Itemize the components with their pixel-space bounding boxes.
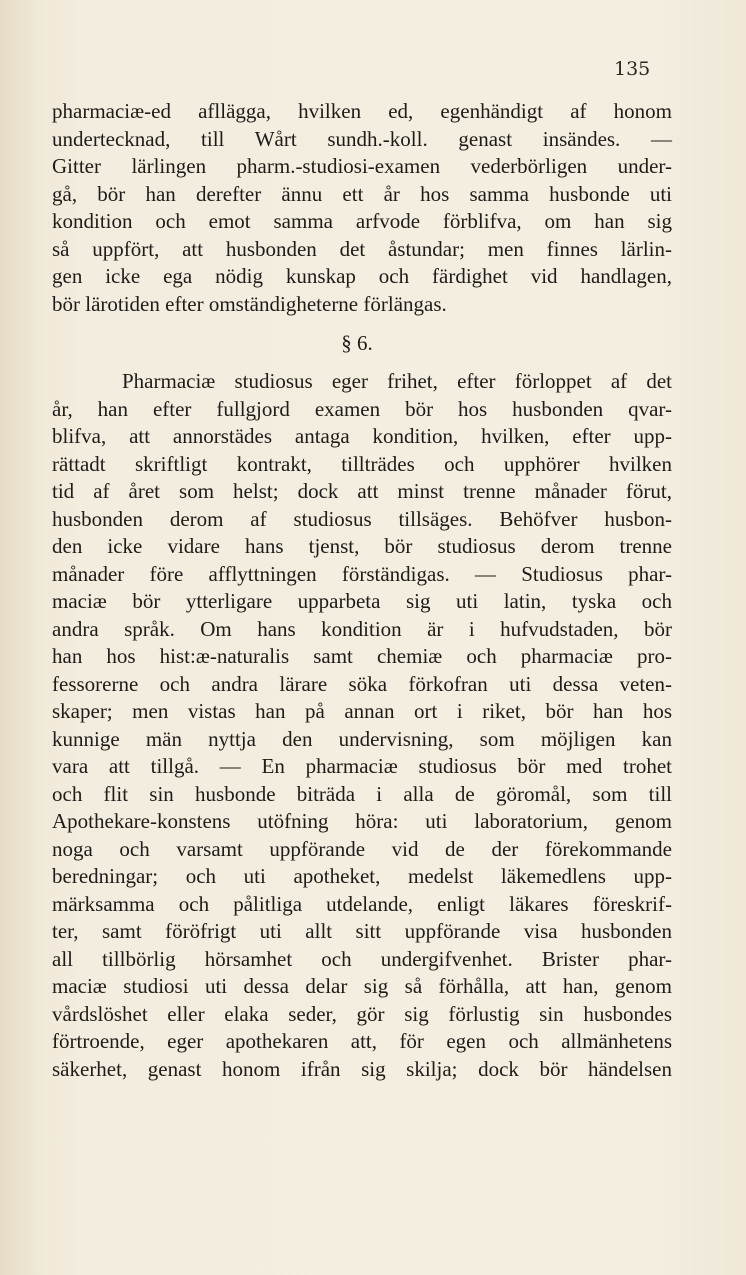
text-line: Gitter lärlingen pharm.-studiosi-examen vederbörligen under-: [52, 154, 672, 178]
text-line: vårdslöshet eller elaka seder, gör sig förlustig sin husbondes: [52, 1001, 672, 1026]
text-line: skaper; men vistas han på annan ort i riket, bör han hos: [52, 699, 672, 723]
text-line: märksamma och pålitliga utdelande, enligt läkares föreskrif-: [52, 891, 672, 916]
paragraph-2: [52, 368, 672, 1083]
text-line: noga och varsamt uppförande vid de der förekommande: [52, 836, 672, 861]
text-line: ter, samt föröfrigt uti allt sitt uppförande visa husbonden: [52, 919, 672, 943]
text-line: pharmaciæ-ed afllägga, hvilken ed, egenhändigt af honom: [52, 99, 672, 123]
text-line: fessorerne och andra lärare söka förkofran uti dessa veten-: [52, 671, 672, 696]
text-line: all tillbörlig hörsamhet och undergifvenhet. Brister phar-: [52, 946, 672, 971]
text-line: månader före afflyttningen förständigas. — Studiosus phar-: [52, 561, 672, 586]
text-line: kondition och emot samma arfvode förblifva, om han sig: [52, 209, 672, 233]
text-line: gen icke ega nödig kunskap och färdighet vid handlagen,: [52, 264, 672, 288]
text-line: husbonden derom af studiosus tillsäges. Behöfver husbon-: [52, 506, 672, 531]
text-line: maciæ studiosi uti dessa delar sig så förhålla, att han, genom: [52, 974, 672, 998]
text-line: förtroende, eger apothekaren att, för egen och allmänhetens: [52, 1029, 672, 1053]
text-line: blifva, att annorstädes antaga kondition, hvilken, efter upp-: [52, 424, 672, 448]
text-line: år, han efter fullgjord examen bör hos husbonden qvar-: [52, 396, 672, 421]
text-line: säkerhet, genast honom ifrån sig skilja; dock bör händelsen: [52, 1056, 672, 1081]
text-line: Pharmaciæ studiosus eger frihet, efter förloppet af det: [122, 369, 672, 393]
text-line: Apothekare-konstens utöfning höra: uti laboratorium, genom: [52, 809, 672, 833]
section-heading: § 6.: [341, 331, 373, 355]
text-line: tid af året som helst; dock att minst trenne månader förut,: [52, 479, 672, 503]
paragraph-1: [52, 98, 672, 318]
text-line: och flit sin husbonde biträda i alla de göromål, som till: [52, 781, 672, 806]
page-number: 135: [614, 58, 651, 80]
text-line: andra språk. Om hans kondition är i hufvudstaden, bör: [52, 616, 672, 641]
text-line: kunnige män nyttja den undervisning, som möjligen kan: [52, 726, 672, 751]
text-line: beredningar; och uti apotheket, medelst läkemedlens upp-: [52, 864, 672, 888]
text-line: vara att tillgå. — En pharmaciæ studiosus bör med trohet: [52, 754, 672, 778]
text-line: så uppfört, att husbonden det åstundar; men finnes lärlin-: [52, 236, 672, 261]
text-line: den icke vidare hans tjenst, bör studiosus derom trenne: [52, 534, 672, 558]
text-line: bör lärotiden efter omständigheterne förlängas.: [52, 291, 447, 316]
text-line: gå, bör han derefter ännu ett år hos samma husbonde uti: [52, 181, 672, 206]
text-line: undertecknad, till Wårt sundh.-koll. genast insändes. —: [52, 126, 672, 151]
body-text: [52, 98, 672, 1083]
text-line: han hos hist:æ-naturalis samt chemiæ och pharmaciæ pro-: [52, 644, 672, 668]
text-line: rättadt skriftligt kontrakt, tillträdes och upphörer hvilken: [52, 451, 672, 476]
text-line: maciæ bör ytterligare upparbeta sig uti latin, tyska och: [52, 589, 672, 613]
